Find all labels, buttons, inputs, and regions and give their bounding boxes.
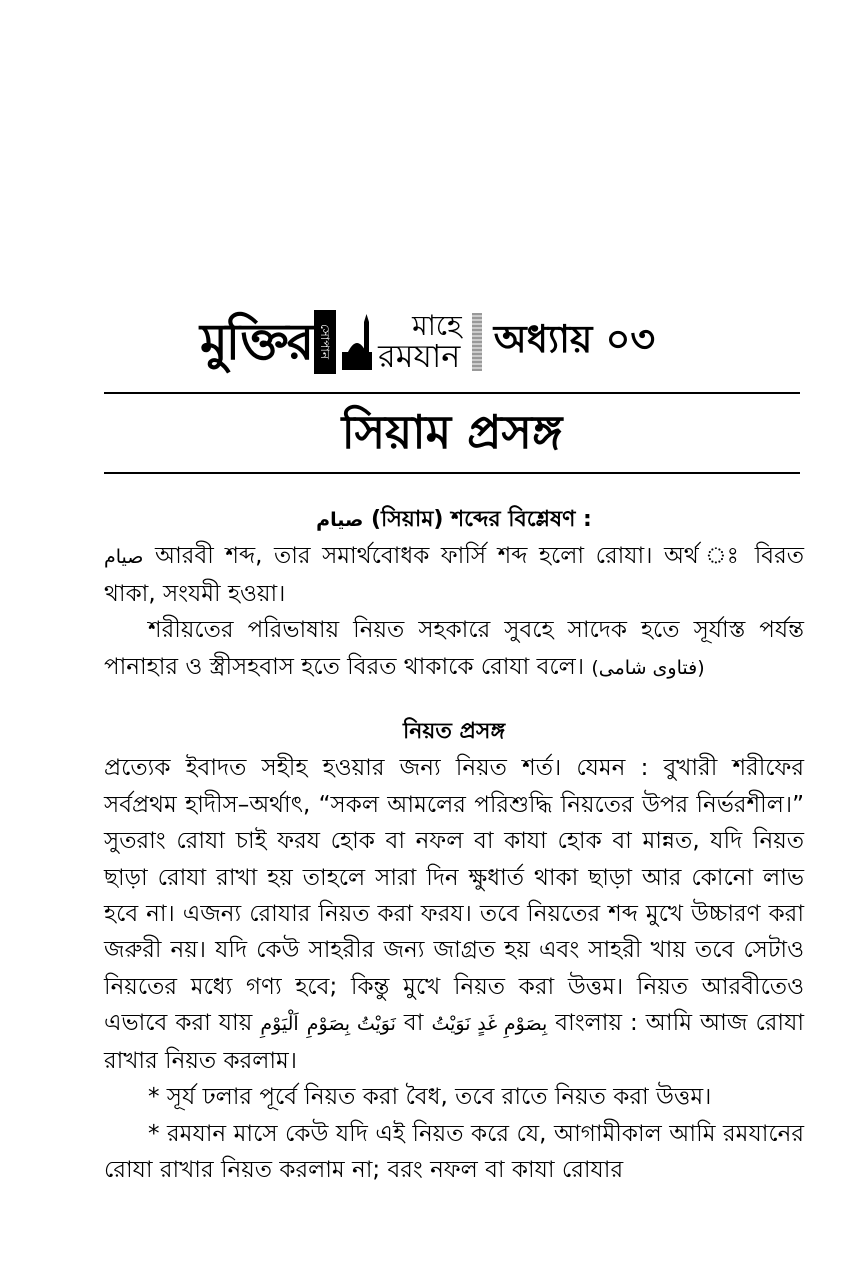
logo-subtitle — [378, 309, 462, 375]
header-divider — [472, 313, 482, 371]
paragraph-sharia — [104, 612, 804, 686]
paragraph-text-end: বাংলায় : আমি আজ রোযা রাখার নিয়ত করলাম। — [104, 1010, 805, 1074]
paragraph-niyat — [104, 750, 804, 1079]
chapter-number: অধ্যায় ০৩ — [493, 317, 656, 361]
page-content — [104, 502, 804, 1188]
or-word: বা — [403, 1010, 424, 1037]
paragraph-definition — [104, 538, 804, 612]
mosque-icon — [340, 312, 374, 372]
paragraph-text: শরীয়তের পরিভাষায় নিয়ত সহকারে সুবহে সাদেক হতে সূর্যাস্ত পর্যন্ত পানাহার ও স্ত্রীসহবাস হতে বিরত থাকাকে রোযা বলে। — [104, 617, 804, 680]
logo-title: মুক্তির — [200, 312, 313, 371]
page-title: সিয়াম প্রসঙ্গ — [341, 405, 563, 459]
logo-tag: সোপান — [314, 310, 336, 374]
arabic-niyat-2: اَلْيَوْمِ — [260, 1013, 299, 1036]
note-1: * সূর্য ঢলার পূর্বে নিয়ত করা বৈধ, তবে রাতে নিয়ত করা উত্তম। — [148, 1084, 712, 1111]
paragraph-text: আরবী শব্দ, তার সমার্থবোধক ফার্সি শব্দ হলো রোযা। অর্থ ঃ বিরত থাকা, সংযমী হওয়া। — [104, 543, 805, 607]
heading-text: (সিয়াম) শব্দের বিশ্লেষণ : — [371, 507, 592, 532]
top-rule — [104, 392, 800, 394]
chapter-header — [200, 302, 720, 382]
bottom-rule — [104, 472, 800, 474]
arabic-niyat-1: نَوَيْتُ بِصَوْمِ — [306, 1013, 396, 1036]
arabic-niyat-3: بِصَوْمِ غَدٍ نَوَيْتُ — [431, 1013, 548, 1036]
section-heading-siyam — [104, 502, 804, 538]
paragraph-arabic-word: صيام — [104, 546, 144, 569]
logo-line-2: রমযান — [378, 337, 461, 375]
section-gap — [104, 686, 804, 714]
citation-arabic: (فتاوی شامی) — [591, 656, 705, 679]
section-heading-niyat: নিয়ত প্রসঙ্গ — [402, 719, 506, 745]
heading-arabic: صيام — [316, 509, 364, 531]
note-2: * রমযান মাসে কেউ যদি এই নিয়ত করে যে, আগামীকাল আমি রমযানের রোযা রাখার নিয়ত করলাম না; বরং নফল বা কাযা রোযার — [104, 1120, 804, 1183]
logo-line-1: মাহে — [412, 309, 462, 342]
paragraph-text: প্রত্যেক ইবাদত সহীহ হওয়ার জন্য নিয়ত শর্ত। যেমন : বুখারী শরীফের সর্বপ্রথম হাদীস–অর্থাৎ, “সকল আমলের পরিশুদ্ধি নিয়তের উপর নির্ভরশীল।” সুতরাং রোযা চাই ফরয হোক বা নফল বা কাযা হোক বা মান্নত, যদি নিয়ত ছাড়া রোযা রাখা হয় তাহলে সারা দিন ক্ষুধার্ত থাকা ছাড়া আর কোনো লাভ হবে না। এজন্য রোযার নিয়ত করা ফরয। তবে নিয়তের শব্দ মুখে উচ্চারণ করা জরুরী নয়। যদি কেউ সাহরীর জন্য জাগ্রত হয় এবং সাহরী খায় তবে সেটাও নিয়তের মধ্যে গণ্য হবে; কিন্তু মুখে নিয়ত করা উত্তম। নিয়ত আরবীতেও এভাবে করা যায় — [104, 755, 804, 1037]
